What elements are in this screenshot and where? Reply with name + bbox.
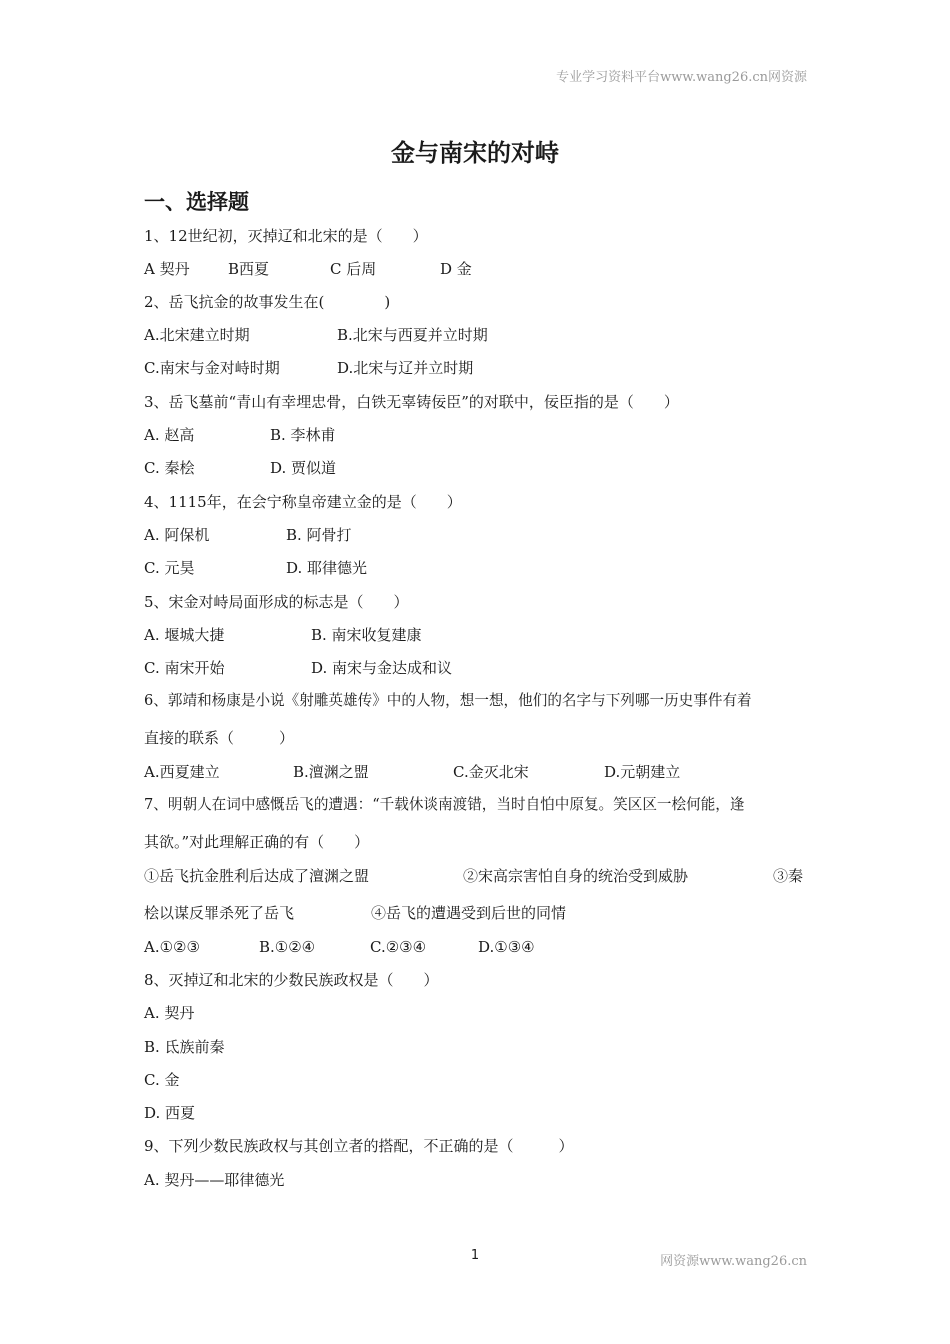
question-3-option-d: D. 贾似道 — [270, 459, 337, 477]
question-1-option-a: A 契丹 — [144, 260, 190, 278]
question-2-stem: 2、岳飞抗金的故事发生在( ) — [144, 293, 391, 311]
question-1-option-c: C 后周 — [330, 260, 377, 278]
page-number: 1 — [470, 1248, 480, 1263]
question-7-stem: 7、明朝人在词中感慨岳飞的遭遇：“千载休谈南渡错，当时自怕中原复。笑区区一桧何能，逢 — [144, 796, 745, 813]
question-9-option-a: A. 契丹——耶律德光 — [144, 1171, 285, 1189]
question-8-option-c: C. 金 — [144, 1071, 180, 1089]
question-7-statement-2: ②宋高宗害怕自身的统治受到威胁 — [463, 867, 689, 885]
question-8-option-a: A. 契丹 — [144, 1004, 195, 1022]
question-1-option-d: D 金 — [440, 260, 472, 278]
question-1-option-b: B西夏 — [228, 260, 270, 278]
question-7-statement-1: ①岳飞抗金胜利后达成了澶渊之盟 — [144, 867, 370, 885]
question-3-option-b: B. 李林甫 — [270, 426, 336, 444]
question-7-stem-continued: 其欲。”对此理解正确的有（ ） — [144, 833, 370, 851]
question-3-option-c: C. 秦桧 — [144, 459, 195, 477]
section-heading: 一、选择题 — [144, 190, 249, 214]
question-5-option-d: D. 南宋与金达成和议 — [311, 659, 453, 677]
question-5-option-b: B. 南宋收复建康 — [311, 626, 422, 644]
question-7-statement-4: ④岳飞的遭遇受到后世的同情 — [371, 904, 567, 922]
question-5-option-a: A. 堰城大捷 — [144, 626, 225, 644]
question-7-option-a: A.①②③ — [144, 938, 200, 956]
question-5-stem: 5、宋金对峙局面形成的标志是（ ） — [144, 593, 409, 611]
question-7-option-b: B.①②④ — [259, 938, 316, 956]
question-7-statement-3-start: ③秦 — [773, 867, 804, 885]
question-8-option-d: D. 西夏 — [144, 1104, 196, 1122]
header-watermark: 专业学习资料平台www.wang26.cn网资源 — [556, 70, 807, 85]
question-4-option-c: C. 元昊 — [144, 559, 195, 577]
question-6-option-d: D.元朝建立 — [604, 763, 681, 781]
question-9-stem: 9、下列少数民族政权与其创立者的搭配，不正确的是（ ） — [144, 1137, 574, 1155]
question-4-stem: 4、1115年，在会宁称皇帝建立金的是（ ） — [144, 493, 462, 511]
question-6-option-a: A.西夏建立 — [144, 763, 220, 781]
footer-watermark: 网资源www.wang26.cn — [660, 1254, 807, 1269]
question-5-option-c: C. 南宋开始 — [144, 659, 225, 677]
question-4-option-b: B. 阿骨打 — [286, 526, 352, 544]
question-6-option-c: C.金灭北宋 — [453, 763, 529, 781]
question-6-stem: 6、郭靖和杨康是小说《射雕英雄传》中的人物，想一想，他们的名字与下列哪一历史事件有着 — [144, 692, 752, 709]
question-4-option-a: A. 阿保机 — [144, 526, 210, 544]
question-8-option-b: B. 氐族前秦 — [144, 1038, 225, 1056]
question-2-option-c: C.南宋与金对峙时期 — [144, 359, 280, 377]
question-6-stem-continued: 直接的联系（ ） — [144, 729, 295, 747]
question-1-stem: 1、12世纪初，灭掉辽和北宋的是（ ） — [144, 227, 428, 245]
question-6-option-b: B.澶渊之盟 — [293, 763, 369, 781]
question-3-stem: 3、岳飞墓前“青山有幸埋忠骨，白铁无辜铸佞臣”的对联中，佞臣指的是（ ） — [144, 393, 679, 411]
page-title: 金与南宋的对峙 — [391, 139, 559, 167]
question-2-option-b: B.北宋与西夏并立时期 — [337, 326, 488, 344]
question-7-statement-3-end: 桧以谋反罪杀死了岳飞 — [144, 904, 295, 922]
question-2-option-d: D.北宋与辽并立时期 — [337, 359, 474, 377]
question-4-option-d: D. 耶律德光 — [286, 559, 368, 577]
question-7-option-c: C.②③④ — [370, 938, 427, 956]
question-3-option-a: A. 赵高 — [144, 426, 195, 444]
question-8-stem: 8、灭掉辽和北宋的少数民族政权是（ ） — [144, 971, 439, 989]
question-2-option-a: A.北宋建立时期 — [144, 326, 250, 344]
question-7-option-d: D.①③④ — [478, 938, 535, 956]
